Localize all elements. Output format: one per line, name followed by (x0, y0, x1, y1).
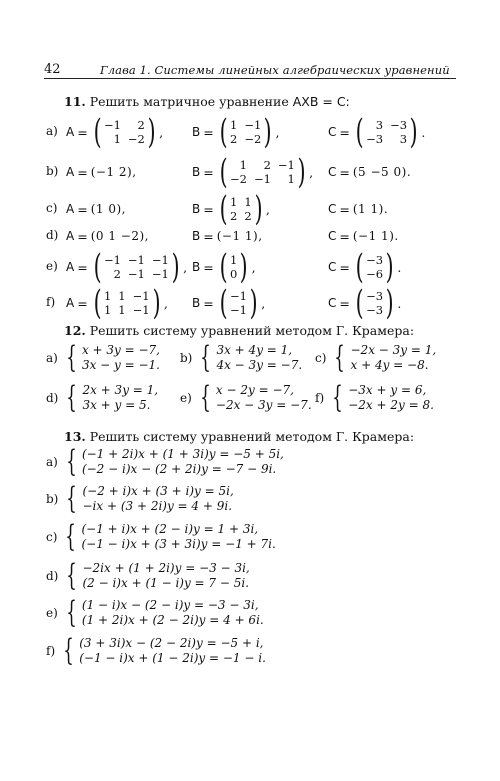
item-label: b) (46, 492, 59, 506)
left-brace: { (63, 633, 74, 668)
right-paren: ) (171, 247, 180, 287)
matrix-name: A (66, 202, 75, 216)
equation: 3x − y = −1. (81, 358, 160, 372)
matrix-entry: 1 (239, 158, 247, 172)
matrix-entry: 2 (263, 158, 271, 172)
p13-system-b (46, 481, 234, 516)
equation: 3x + 4y = 1, (216, 343, 293, 357)
matrix-name: C (328, 229, 337, 243)
right-paren: ) (385, 283, 394, 323)
matrix-entry: −3 (366, 289, 384, 303)
equation: 3x + y = 5. (82, 398, 151, 412)
matrix-entry: −1 (103, 118, 121, 132)
p12-system-c (315, 340, 437, 375)
punctuation: , (159, 124, 164, 140)
right-paren: ) (147, 112, 156, 152)
punctuation: , (309, 164, 314, 180)
p11-item-c-a (66, 194, 126, 224)
matrix-name: B (192, 202, 201, 216)
left-brace: { (66, 595, 77, 630)
punctuation: , (163, 295, 168, 311)
row-vector: (1 1). (352, 202, 389, 216)
row-vector: (−1 1), (216, 229, 263, 243)
matrix-entry: 1 (118, 289, 126, 303)
equations (82, 484, 233, 514)
matrix-entry: −1 (127, 267, 145, 281)
matrix-entries (230, 289, 247, 317)
p11-item-e-b (192, 247, 256, 287)
matrix-entries (366, 289, 383, 317)
matrix-name: B (192, 296, 201, 310)
matrix-entry: −1 (229, 303, 247, 317)
equation: −ix + (3 + 2i)y = 4 + 9i. (82, 499, 233, 513)
matrix-name: A (66, 229, 75, 243)
equals-sign: = (203, 201, 214, 217)
equals-sign: = (203, 259, 214, 275)
matrix-entry: 2 (137, 118, 145, 132)
matrix-entry: 1 (103, 303, 112, 317)
item-label: e) (46, 606, 58, 620)
matrix-name: C (328, 260, 337, 274)
left-paren: ( (355, 247, 364, 287)
left-brace: { (200, 340, 212, 375)
matrix-entry: −1 (244, 118, 262, 132)
item-label: a) (46, 351, 58, 365)
matrix-entry: −1 (103, 253, 121, 267)
equation: (3 + 3i)x − (2 − 2i)y = −5 + i, (79, 636, 264, 650)
page-number: 42 (44, 62, 61, 77)
equals-sign: = (77, 201, 88, 217)
equations (79, 636, 266, 666)
matrix-name: B (192, 229, 201, 243)
problem-11-text: Решить матричное уравнение (89, 94, 293, 109)
problem-13-text: Решить систему уравнений методом Г. Крамера: (89, 429, 415, 444)
p13-system-c (46, 519, 276, 554)
left-brace: { (334, 340, 346, 375)
p11-item-e-a (66, 247, 188, 287)
matrix-entry: −3 (366, 132, 384, 146)
matrix (91, 283, 163, 323)
left-brace: { (65, 519, 77, 554)
equation: (1 + 2i)x + (2 − 2i)y = 4 + 6i. (81, 613, 264, 627)
matrix-entry: 3 (375, 118, 384, 132)
p11-item-d-a (66, 224, 149, 248)
matrix-entry: −1 (132, 289, 150, 303)
equation: −2ix + (1 + 2i)y = −3 − 3i, (82, 561, 250, 575)
equation: x + 4y = −8. (350, 358, 429, 372)
p11-item-e-c (328, 247, 402, 287)
p12-system-f (315, 380, 434, 415)
equals-sign: = (339, 201, 350, 217)
p11-item-c-c (328, 194, 388, 224)
left-brace: { (332, 380, 343, 415)
item-label: b) (46, 164, 59, 178)
matrix (217, 152, 308, 192)
matrix-name: A (66, 125, 75, 139)
p11-item-b-a (66, 154, 137, 190)
equals-sign: = (77, 259, 88, 275)
matrix-entry: −1 (127, 253, 145, 267)
matrix-name: C (328, 296, 337, 310)
item-label: c) (46, 201, 58, 215)
left-paren: ( (219, 247, 228, 287)
equations (82, 522, 276, 552)
item-label: c) (46, 530, 58, 544)
p11-item-a-c (328, 114, 425, 150)
matrix-entries (230, 253, 237, 281)
problem-12-number: 12. (64, 323, 86, 338)
matrix-name: A (66, 260, 75, 274)
matrix-entries (230, 118, 261, 146)
left-brace: { (66, 380, 78, 415)
matrix-name: B (192, 125, 201, 139)
p11-item-f-a (66, 283, 168, 323)
matrix-entry: −6 (366, 267, 384, 281)
equation: (−1 − i)x + (3 + 3i)y = −1 + 7i. (81, 537, 276, 551)
problem-11-equation: AXB = C: (292, 94, 350, 109)
left-brace: { (66, 558, 78, 593)
problem-11-title (64, 94, 350, 109)
right-paren: ) (254, 189, 263, 229)
punctuation: , (265, 201, 270, 217)
matrix-entry: −1 (253, 172, 271, 186)
matrix-entry: 1 (103, 289, 112, 303)
p11-item-b-c (328, 154, 411, 190)
matrix (217, 283, 260, 323)
matrix-name: C (328, 165, 337, 179)
item-label: e) (180, 391, 192, 405)
matrix-entry: 1 (229, 195, 238, 209)
right-paren: ) (409, 112, 418, 152)
equation: (−2 + i)x + (3 + i)y = 5i, (82, 484, 234, 498)
matrix-entry: 1 (229, 253, 238, 267)
matrix-entries (366, 253, 383, 281)
problem-13-title (64, 429, 414, 444)
matrix-name: B (192, 165, 201, 179)
problem-12-text: Решить систему уравнений методом Г. Крамера: (89, 323, 415, 338)
matrix (91, 247, 182, 287)
item-label: a) (46, 124, 58, 138)
matrix (353, 283, 396, 323)
equation: −2x + 2y = 8. (348, 398, 434, 412)
matrix-entry: −2 (127, 132, 145, 146)
left-brace: { (66, 481, 78, 516)
equals-sign: = (77, 164, 88, 180)
equals-sign: = (203, 164, 214, 180)
equation: x − 2y = −7, (215, 383, 294, 397)
p12-system-b (180, 340, 303, 375)
item-label: d) (46, 228, 59, 242)
matrix-entry: 1 (113, 132, 121, 146)
p11-item-f-b (192, 283, 266, 323)
equals-sign: = (339, 164, 350, 180)
matrix (353, 112, 420, 152)
item-label: b) (180, 351, 193, 365)
right-paren: ) (249, 283, 258, 323)
row-vector: (−1 1). (352, 229, 399, 243)
matrix (217, 189, 265, 229)
matrix-entries (104, 253, 169, 281)
equation: (−1 − i)x + (1 − 2i)y = −1 − i. (79, 651, 266, 665)
item-label: d) (46, 391, 59, 405)
matrix-entry: −3 (366, 253, 384, 267)
equations (351, 343, 437, 373)
punctuation: . (397, 295, 402, 311)
p11-item-d-c (328, 224, 399, 248)
right-paren: ) (239, 247, 248, 287)
equals-sign: = (203, 295, 214, 311)
matrix (217, 112, 275, 152)
matrix-entry: 0 (229, 267, 238, 281)
p11-item-b-b (192, 154, 313, 190)
p12-system-d (46, 380, 159, 415)
equations (82, 561, 249, 591)
p13-system-e (46, 595, 264, 630)
p11-item-c-b (192, 189, 270, 229)
matrix-entry: 1 (287, 172, 295, 186)
item-label: f) (315, 391, 325, 405)
row-vector: (0 1 −2), (90, 229, 149, 243)
equations (82, 598, 264, 628)
matrix-name: A (66, 165, 75, 179)
equation: (−2 − i)x − (2 + 2i)y = −7 − 9i. (81, 462, 277, 476)
matrix-entry: −1 (277, 158, 295, 172)
matrix-name: B (192, 260, 201, 274)
matrix-entry: −2 (229, 172, 247, 186)
left-paren: ( (93, 283, 102, 323)
equals-sign: = (77, 295, 88, 311)
p13-system-f (46, 633, 266, 668)
problem-12-title (64, 323, 414, 338)
matrix-entry: −1 (151, 253, 169, 267)
punctuation: , (275, 124, 280, 140)
p13-system-a (46, 444, 284, 479)
right-paren: ) (297, 152, 306, 192)
matrix-entry: −1 (151, 267, 169, 281)
matrix-entries (366, 118, 407, 146)
running-title: Глава 1. Системы линейных алгебраических уравнений (100, 63, 450, 77)
equation: −2x − 3y = 1, (350, 343, 437, 357)
matrix-entries (104, 289, 150, 317)
matrix-entries (104, 118, 145, 146)
matrix (91, 112, 158, 152)
matrix (353, 247, 396, 287)
equals-sign: = (339, 124, 350, 140)
equals-sign: = (339, 295, 350, 311)
row-vector: (1 0), (90, 202, 126, 216)
item-label: a) (46, 455, 58, 469)
equation: (−1 + i)x + (2 − i)y = 1 + 3i, (81, 522, 259, 536)
item-label: f) (46, 295, 56, 309)
punctuation: . (421, 124, 426, 140)
left-brace: { (200, 380, 211, 415)
equations (348, 383, 434, 413)
p13-system-d (46, 558, 250, 593)
matrix (217, 247, 251, 287)
matrix-entry: 3 (399, 132, 408, 146)
equals-sign: = (203, 228, 214, 244)
left-paren: ( (219, 189, 228, 229)
item-label: c) (315, 351, 327, 365)
right-paren: ) (152, 283, 161, 323)
p12-system-a (46, 340, 160, 375)
item-label: e) (46, 259, 58, 273)
row-vector: (5 −5 0). (352, 165, 412, 179)
left-paren: ( (93, 247, 102, 287)
left-paren: ( (219, 112, 228, 152)
page-header (44, 60, 456, 79)
equation: (−1 + 2i)x + (1 + 3i)y = −5 + 5i, (81, 447, 284, 461)
matrix-entry: −3 (390, 118, 408, 132)
matrix-entry: 2 (244, 209, 252, 223)
left-brace: { (66, 444, 77, 479)
punctuation: . (397, 259, 402, 275)
left-paren: ( (219, 283, 228, 323)
matrix-entry: −1 (132, 303, 150, 317)
punctuation: , (251, 259, 256, 275)
row-vector: (−1 2), (90, 165, 137, 179)
equation: 4x − 3y = −7. (216, 358, 303, 372)
left-paren: ( (93, 112, 102, 152)
left-brace: { (66, 340, 77, 375)
punctuation: , (183, 259, 188, 275)
equation: (1 − i)x − (2 − i)y = −3 − 3i, (81, 598, 259, 612)
item-label: f) (46, 644, 56, 658)
matrix-entries (230, 158, 295, 186)
matrix-entry: 2 (229, 209, 238, 223)
matrix-entry: 2 (229, 132, 238, 146)
equations (82, 343, 160, 373)
equation: x + 3y = −7, (81, 343, 160, 357)
matrix-name: C (328, 202, 337, 216)
equations (216, 383, 312, 413)
matrix-name: C (328, 125, 337, 139)
equations (82, 447, 284, 477)
p11-item-f-c (328, 283, 402, 323)
p11-item-d-b (192, 224, 263, 248)
left-paren: ( (355, 283, 364, 323)
p11-item-a-a (66, 114, 163, 150)
equation: (2 − i)x + (1 − i)y = 7 − 5i. (82, 576, 250, 590)
matrix-entry: −3 (366, 303, 384, 317)
equals-sign: = (339, 259, 350, 275)
matrix-entry: −2 (244, 132, 262, 146)
equals-sign: = (203, 124, 214, 140)
matrix-entry: −1 (229, 289, 247, 303)
equations (216, 343, 302, 373)
p11-item-a-b (192, 114, 280, 150)
matrix-entry: 1 (229, 118, 238, 132)
matrix-entry: 1 (118, 303, 126, 317)
matrix-name: A (66, 296, 75, 310)
equals-sign: = (77, 124, 88, 140)
matrix-entry: 2 (113, 267, 121, 281)
left-paren: ( (219, 152, 228, 192)
item-label: d) (46, 569, 59, 583)
equals-sign: = (77, 228, 88, 244)
right-paren: ) (263, 112, 272, 152)
problem-11-number: 11. (64, 94, 86, 109)
matrix-entry: 1 (244, 195, 252, 209)
p12-system-e (180, 380, 312, 415)
matrix-entries (230, 195, 252, 223)
equals-sign: = (339, 228, 350, 244)
punctuation: , (261, 295, 266, 311)
equation: −3x + y = 6, (348, 383, 427, 397)
right-paren: ) (385, 247, 394, 287)
equation: −2x − 3y = −7. (215, 398, 312, 412)
equation: 2x + 3y = 1, (82, 383, 159, 397)
left-paren: ( (355, 112, 364, 152)
equations (82, 383, 158, 413)
problem-13-number: 13. (64, 429, 86, 444)
